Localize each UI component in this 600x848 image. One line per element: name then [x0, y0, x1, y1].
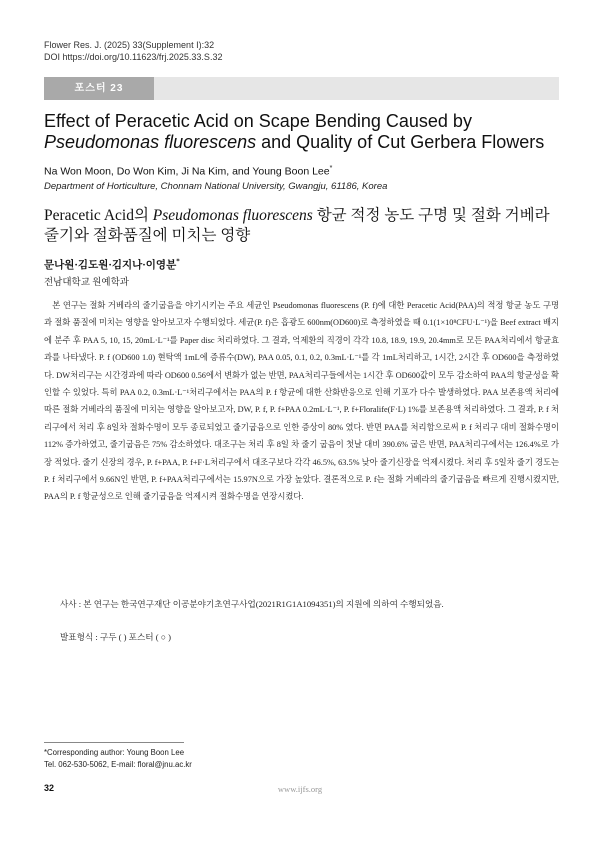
- korean-authors: [44, 257, 180, 272]
- abstract-paragraph: [44, 297, 559, 506]
- english-title: [44, 111, 564, 153]
- site-url[interactable]: www.ijfs.org: [277, 784, 323, 794]
- korean-corresponding-mark: *: [176, 257, 180, 266]
- doi-link[interactable]: DOI https://doi.org/10.11623/frj.2025.33.S.32: [44, 52, 223, 62]
- korean-affiliation: 전남대학교 원예학과: [44, 278, 129, 288]
- poster-label: 포스터 23: [44, 77, 154, 100]
- korean-author-names: 문나원·김도원·김지나·이영분: [44, 260, 177, 271]
- english-title-part1: Effect of Peracetic Acid on Scape Bending Caused by: [44, 111, 472, 131]
- journal-citation: Flower Res. J. (2025) 33(Supplement I):32: [44, 40, 215, 50]
- corresponding-mark: *: [329, 165, 333, 172]
- korean-title-species: Pseudomonas fluorescens: [152, 207, 313, 224]
- korean-title-part1: Peracetic Acid의: [44, 207, 153, 224]
- abstract-text: 본 연구는 절화 거베라의 줄기굽음을 야기시키는 주요 세균인 Pseudomonas fluorescens (P. f)에 대한 Peracetic Acid(PAA)의 적정 항균 농도 구명과 절화 품질에 미치는 영향을 알아보고자 수행되었다. 세균(P. f)은 흡광도 600nm(OD600)로 측정하였을 때 0.1(1×10⁸CFU·L⁻¹)을 Beef extract 배지에 분주 후 PAA 5, 10, 15, 20mL·L⁻¹를 Paper disc 처리하였다. 그 결과, 억제환의 직경이 각각 10.8, 18.9, 19.9, 20.4mm로 모든 PAA처리에서 항균효과를 나타냈다. P. f (OD600 1.0) 현탁액 1mL에 증류수(DW), PAA 0.05, 0.1, 0.2, 0.3mL·L⁻¹를 각 1mL처리하고, 1시간, 2시간 후 OD600을 측정하였다. DW처리구는 시간경과에 따라 OD600 0.56에서 변화가 없는 반면, PAA처리구들에서는 1시간 후 OD600값이 모두 감소하여 PAA의 항균성을 확인할 수 있었다. 특히 PAA 0.2, 0.3mL·L⁻¹처리구에서는 PAA의 P. f 항균에 대한 산화반응으로 인해 기포가 다수 발생하였다. PAA 보존용액 처리에 따른 절화 거베라의 품질에 미치는 영향을 알아보고자, DW, P. f, P. f+PAA 0.2mL·L⁻¹, P. f+Floralife(F·L) 1%를 보존용액 처리하였다. 그 결과, P. f 처리구에서 처리 후 8일차 절화수명이 모두 종료되었고 줄기굽음으로 인한 증상이 80% 였다. 반면 PAA를 처리함으로써 P. f 처리구 대비 절화수명이 112% 증가하였고, 줄기굽음은 75% 감소하였다. 대조구는 처리 후 8일 차 줄기 굽음이 첫날 대비 390.6% 굽은 반면, PAA처리구에서는 126.4%로 가장 적었다. 줄기 신장의 경우, P. f+PAA, P. f+F·L처리구에서 대조구보다 각각 46.5%, 63.5% 낮아 줄기신장을 억제시켰다. 처리 후 5일차 줄기 경도는 P. f 처리구에서 9.66N인 반면, P. f+PAA처리구에서는 15.97N으로 가장 높았다. 결론적으로 P. f는 절화 거베라의 줄기굽음을 빠르게 진행시켰지만, PAA의 P. f 항균성으로 인해 줄기굽음을 억제시켜 절화수명을 연장시켰다.: [44, 301, 559, 502]
- english-affiliation: Department of Horticulture, Chonnam National University, Gwangju, 61186, Korea: [44, 181, 388, 192]
- korean-title: [44, 206, 564, 246]
- footnote-divider: [44, 742, 184, 743]
- english-title-part2: and Quality of Cut Gerbera Flowers: [256, 132, 545, 152]
- presentation-format: 발표형식 : 구두 ( ) 포스터 ( ○ ): [60, 632, 171, 642]
- contact-info: Tel. 062-530-5062, E-mail: floral@jnu.ac.kr: [44, 760, 192, 769]
- korean-title-part2: 항균 적정 농도 구명 및 절화 거베라 줄기와 절화품질에 미치는 영향: [44, 207, 550, 244]
- english-title-species: Pseudomonas fluorescens: [44, 132, 257, 152]
- english-authors: [44, 165, 332, 178]
- acknowledgement: 사사 : 본 연구는 한국연구재단 이공분야기초연구사업(2021R1G1A1094351)의 지원에 의하여 수행되었음.: [60, 599, 444, 609]
- english-author-names: Na Won Moon, Do Won Kim, Ji Na Kim, and Young Boon Lee: [44, 165, 330, 178]
- corresponding-author-note: *Corresponding author: Young Boon Lee: [44, 748, 185, 757]
- page-number: 32: [44, 783, 55, 793]
